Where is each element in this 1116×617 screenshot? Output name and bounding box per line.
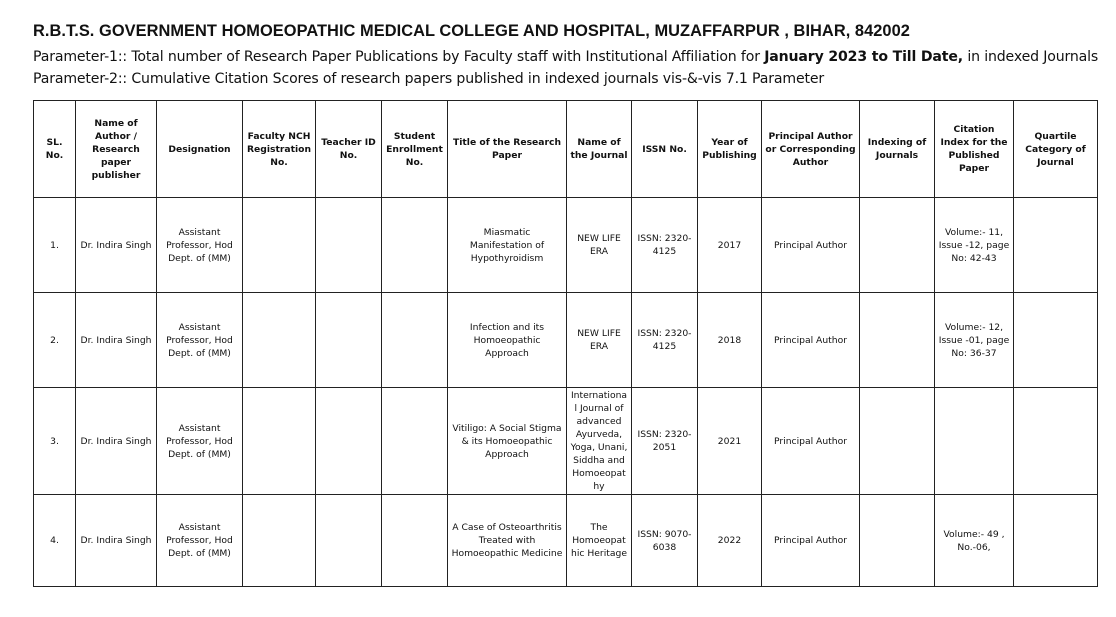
- cell-designation: Assistant Professor, Hod Dept. of (MM): [157, 198, 243, 293]
- col-header-author-role: Principal Author or Corresponding Author: [762, 101, 860, 198]
- cell-year: 2018: [698, 293, 762, 388]
- cell-citation-index: [935, 388, 1014, 495]
- cell-citation-index: Volume:- 11, Issue -12, page No: 42-43: [935, 198, 1014, 293]
- cell-journal-name: NEW LIFE ERA: [567, 293, 632, 388]
- cell-nch-registration: [243, 293, 316, 388]
- parameter-2-text: Parameter-2:: Cumulative Citation Scores of research papers published in indexed journals vis-&-vis 7.1 Parameter: [33, 71, 825, 87]
- table-row: [34, 495, 1098, 587]
- cell-indexing: [860, 388, 935, 495]
- cell-author: Dr. Indira Singh: [76, 293, 157, 388]
- cell-sl-no: 2.: [34, 293, 76, 388]
- parameter-1-suffix: in indexed Journals: [963, 49, 1099, 65]
- col-header-journal-name: Name of the Journal: [567, 101, 632, 198]
- cell-student-enrollment: [382, 293, 448, 388]
- table-row: [34, 388, 1098, 495]
- cell-author: Dr. Indira Singh: [76, 495, 157, 587]
- cell-student-enrollment: [382, 388, 448, 495]
- cell-author-role: Principal Author: [762, 388, 860, 495]
- col-header-paper-title: Title of the Research Paper: [448, 101, 567, 198]
- cell-designation: Assistant Professor, Hod Dept. of (MM): [157, 293, 243, 388]
- cell-year: 2022: [698, 495, 762, 587]
- cell-author-role: Principal Author: [762, 198, 860, 293]
- cell-sl-no: 1.: [34, 198, 76, 293]
- cell-paper-title: Miasmatic Manifestation of Hypothyroidism: [448, 198, 567, 293]
- cell-year: 2021: [698, 388, 762, 495]
- parameter-1-prefix: Parameter-1:: Total number of Research Paper Publications by Faculty staff with Institutional Affiliation for: [33, 49, 765, 65]
- parameter-1-text: [33, 49, 1098, 65]
- col-header-quartile: Quartile Category of Journal: [1014, 101, 1098, 198]
- cell-citation-index: Volume:- 12, Issue -01, page No: 36-37: [935, 293, 1014, 388]
- col-header-issn: ISSN No.: [632, 101, 698, 198]
- col-header-student-enrollment: Student Enrollment No.: [382, 101, 448, 198]
- cell-issn: ISSN: 9070-6038: [632, 495, 698, 587]
- cell-teacher-id: [316, 293, 382, 388]
- cell-indexing: [860, 293, 935, 388]
- cell-author: Dr. Indira Singh: [76, 198, 157, 293]
- cell-issn: ISSN: 2320-2051: [632, 388, 698, 495]
- cell-journal-name: The Homoeopathic Heritage: [567, 495, 632, 587]
- cell-indexing: [860, 198, 935, 293]
- cell-journal-name: NEW LIFE ERA: [567, 198, 632, 293]
- col-header-author: Name of Author / Research paper publisher: [76, 101, 157, 198]
- cell-nch-registration: [243, 495, 316, 587]
- cell-paper-title: Infection and its Homoeopathic Approach: [448, 293, 567, 388]
- col-header-sl-no: SL. No.: [34, 101, 76, 198]
- cell-designation: Assistant Professor, Hod Dept. of (MM): [157, 388, 243, 495]
- table-row: [34, 198, 1098, 293]
- cell-year: 2017: [698, 198, 762, 293]
- cell-designation: Assistant Professor, Hod Dept. of (MM): [157, 495, 243, 587]
- cell-author-role: Principal Author: [762, 495, 860, 587]
- cell-student-enrollment: [382, 495, 448, 587]
- cell-quartile: [1014, 198, 1098, 293]
- cell-indexing: [860, 495, 935, 587]
- cell-nch-registration: [243, 198, 316, 293]
- cell-issn: ISSN: 2320-4125: [632, 198, 698, 293]
- cell-quartile: [1014, 388, 1098, 495]
- col-header-teacher-id: Teacher ID No.: [316, 101, 382, 198]
- cell-teacher-id: [316, 495, 382, 587]
- table-row: [34, 293, 1098, 388]
- col-header-indexing: Indexing of Journals: [860, 101, 935, 198]
- cell-journal-name: International Journal of advanced Ayurveda, Yoga, Unani, Siddha and Homoeopathy: [567, 388, 632, 495]
- document-title: R.B.T.S. GOVERNMENT HOMOEOPATHIC MEDICAL COLLEGE AND HOSPITAL, MUZAFFARPUR , BIHAR, 842002: [33, 22, 910, 40]
- table-header-row: [34, 101, 1098, 198]
- cell-quartile: [1014, 495, 1098, 587]
- cell-student-enrollment: [382, 198, 448, 293]
- col-header-year: Year of Publishing: [698, 101, 762, 198]
- cell-sl-no: 4.: [34, 495, 76, 587]
- cell-sl-no: 3.: [34, 388, 76, 495]
- publications-table: [33, 100, 1098, 587]
- cell-author: Dr. Indira Singh: [76, 388, 157, 495]
- cell-citation-index: Volume:- 49 , No.-06,: [935, 495, 1014, 587]
- cell-teacher-id: [316, 388, 382, 495]
- cell-author-role: Principal Author: [762, 293, 860, 388]
- col-header-citation-index: Citation Index for the Published Paper: [935, 101, 1014, 198]
- cell-teacher-id: [316, 198, 382, 293]
- cell-nch-registration: [243, 388, 316, 495]
- cell-paper-title: A Case of Osteoarthritis Treated with Homoeopathic Medicine: [448, 495, 567, 587]
- col-header-designation: Designation: [157, 101, 243, 198]
- cell-issn: ISSN: 2320-4125: [632, 293, 698, 388]
- cell-quartile: [1014, 293, 1098, 388]
- parameter-1-date-range: January 2023 to Till Date,: [764, 49, 963, 65]
- cell-paper-title: Vitiligo: A Social Stigma & its Homoeopathic Approach: [448, 388, 567, 495]
- col-header-nch-registration: Faculty NCH Registration No.: [243, 101, 316, 198]
